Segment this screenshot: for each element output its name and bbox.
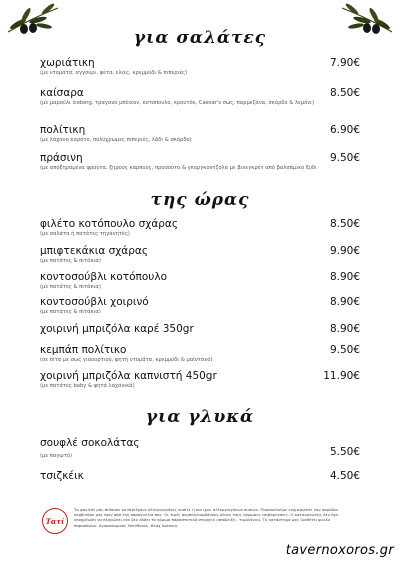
section-title-salads: για σαλάτες <box>133 28 267 48</box>
item-price: 8.50€ <box>329 87 360 99</box>
item-desc: (με παγωτό) <box>40 453 73 459</box>
item-name: σουφλέ σοκολάτας <box>40 437 140 449</box>
item-name: πράσινη <box>40 152 83 164</box>
menu-item <box>40 470 360 482</box>
item-name: τσιζκέικ <box>40 470 84 482</box>
item-desc: (σε πίτα με σως γιαουρτιού, ψητή ντομάτα, κρεμμύδι & μαϊντανό) <box>40 357 213 363</box>
item-desc: (με λάχανο καρότο, πολύχρωμες πιπεριές, λάδι & σκόρδο) <box>40 137 192 143</box>
item-name: χοιρινή μπριζόλα καρέ 350gr <box>40 323 194 335</box>
item-price: 5.50€ <box>329 446 360 458</box>
item-price: 9.50€ <box>329 152 360 164</box>
item-name: καίσαρα <box>40 87 84 99</box>
menu-item <box>40 218 360 238</box>
item-price: 4.50€ <box>329 470 360 482</box>
item-price: 6.90€ <box>329 124 360 136</box>
menu-item <box>40 245 360 265</box>
item-name: κοντοσούβλι χοιρινό <box>40 296 149 308</box>
item-desc: (με μαρούλι iceberg, τραγανό μπέικον, κοτόπουλο, κρουτόν, Caesar's σως, παρμεζάνα, σκόρδο & λεμόνι) <box>40 100 314 106</box>
item-name: χοιρινή μπριζόλα καπνιστή 450gr <box>40 370 217 382</box>
section-title-desserts: για γλυκά <box>145 407 255 427</box>
item-desc: (με πατάτες & πιτάκια) <box>40 309 101 315</box>
menu-item <box>40 152 360 172</box>
item-price: 11.90€ <box>323 370 360 382</box>
item-price: 8.90€ <box>329 296 360 308</box>
menu-item <box>40 296 360 316</box>
menu-item <box>40 323 360 335</box>
allergen-legal-note: Τα φαγητά μας πιθανόν να περιέχουν αλλεργιογόνες ουσίες ή και ίχνη αλλεργιογόνων ουσιών. Παρακαλούμε ενημερώστε τον αρμόδιο σερβιτόρο μας πριν από την παραγγελία σας. Οι τιμές συμπεριλαμβάνουν όλους τους νόμιμους επιβαρύνσεις. Ο καταναλωτής δεν έχει υποχρέωση να πληρώσει εάν δεν λάβει το νόμιμο παραστατικό στοιχείο (απόδειξη - τιμολόγιο). Το κατάστημα μας διαθέτει φυλλο παραπόνων. Αγορανομικός Υπεύθυνος: Βλαχ Ιωάννης <box>74 507 339 528</box>
menu-item <box>40 87 360 107</box>
item-desc: (με ντομάτα, αγγούρι, φέτα, ελιές, κρεμμύδι & πιπεριές) <box>40 70 188 76</box>
item-desc: (με σαλάτα ή πατάτες τηγανητές) <box>40 231 130 237</box>
item-price: 9.50€ <box>329 344 360 356</box>
item-name: πολίτικη <box>40 124 86 136</box>
item-desc: (με πατάτες & πιτάκια) <box>40 284 101 290</box>
section-title-grill: της ώρας <box>150 190 250 210</box>
item-desc: (με πατάτες & πιτάκια) <box>40 258 101 264</box>
logo-text: Τατί <box>45 516 65 526</box>
item-name: χωριάτικη <box>40 57 95 69</box>
item-name: φιλέτο κοτόπουλο σχάρας <box>40 218 178 230</box>
item-price: 8.90€ <box>329 323 360 335</box>
menu-item <box>40 57 360 77</box>
menu-item <box>40 370 360 390</box>
item-name: μπιφτεκάκια σχάρας <box>40 245 148 257</box>
menu-item <box>40 344 360 364</box>
menu-item <box>40 271 360 291</box>
item-price: 9.90€ <box>329 245 360 257</box>
item-price: 7.90€ <box>329 57 360 69</box>
item-desc: (με πατάτες baby & ψητά λαχανικά) <box>40 383 135 389</box>
item-desc: (με αποξηραμένα φρούτα, ξηρούς καρπούς, προσούτο & γκοργκοντζόλα με βινεγκρέτ από βαλσάμικο ξύδι <box>40 165 317 171</box>
restaurant-logo <box>42 508 68 534</box>
item-name: κοντοσούβλι κοτόπουλο <box>40 271 167 283</box>
menu-item <box>40 437 360 460</box>
item-price: 8.90€ <box>329 271 360 283</box>
item-price: 8.50€ <box>329 218 360 230</box>
item-name: κεμπάπ πολίτικο <box>40 344 127 356</box>
menu-item <box>40 124 360 144</box>
website-url: tavernoxoros.gr <box>285 543 394 558</box>
